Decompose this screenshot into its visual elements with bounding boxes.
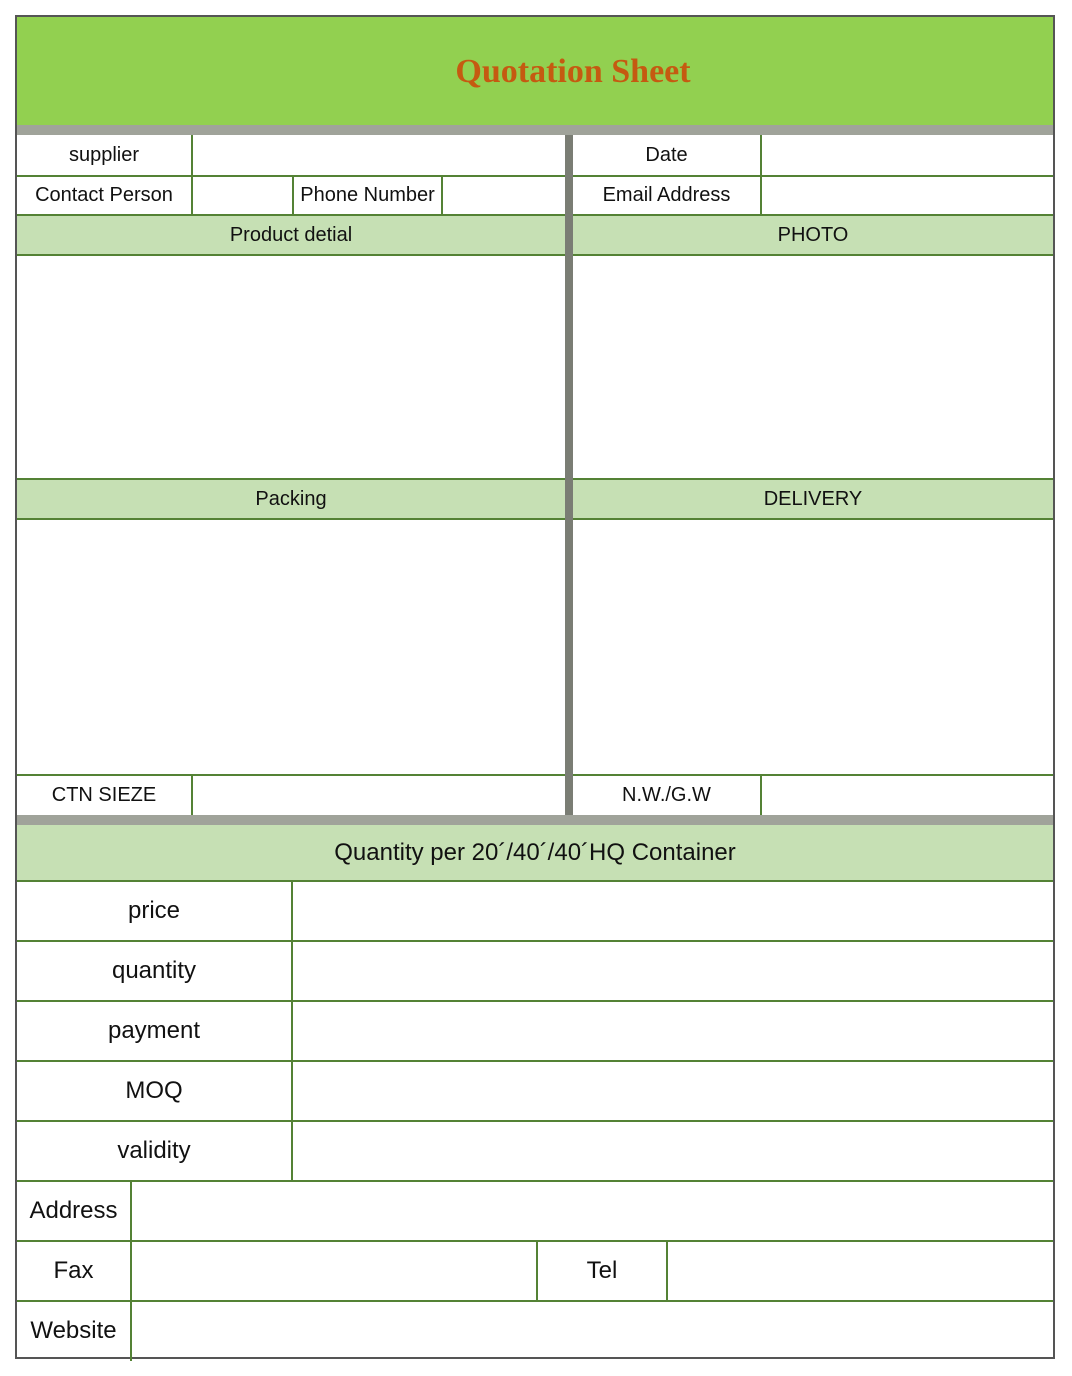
validity-field[interactable] [293, 1121, 1053, 1181]
packing-header: Packing [255, 487, 327, 510]
quotation-sheet [15, 15, 1055, 1359]
contact-person-label: Contact Person [35, 183, 173, 206]
phone-number-label: Phone Number [300, 183, 435, 206]
photo-area[interactable] [573, 256, 1053, 478]
page-title: Quotation Sheet [455, 53, 691, 90]
address-field[interactable] [132, 1181, 1053, 1241]
payment-label: payment [107, 1017, 201, 1044]
date-field[interactable] [762, 135, 1053, 175]
ctn-size-label: CTN SIEZE [51, 783, 157, 806]
middle-separator [17, 815, 1053, 825]
email-address-field[interactable] [762, 175, 1053, 215]
price-field[interactable] [293, 881, 1053, 941]
website-field[interactable] [132, 1301, 1053, 1359]
supplier-label: supplier [68, 143, 140, 166]
fax-label: Fax [53, 1257, 94, 1284]
tel-field[interactable] [668, 1241, 1053, 1301]
packing-area[interactable] [17, 520, 565, 774]
supplier-field[interactable] [193, 135, 565, 175]
weight-label: N.W./G.W [622, 783, 711, 806]
photo-header: PHOTO [777, 223, 849, 246]
product-detail-header: Product detial [229, 223, 353, 246]
tel-label: Tel [586, 1257, 618, 1284]
delivery-header: DELIVERY [763, 487, 863, 510]
validity-label: validity [117, 1137, 191, 1164]
moq-field[interactable] [293, 1061, 1053, 1121]
weight-field[interactable] [762, 775, 1053, 815]
quantity-label: quantity [111, 957, 197, 984]
product-detail-area[interactable] [17, 256, 565, 478]
column-divider [565, 135, 573, 815]
email-address-label: Email Address [602, 183, 731, 206]
delivery-area[interactable] [573, 520, 1053, 774]
moq-label: MOQ [125, 1077, 183, 1104]
address-label: Address [29, 1197, 118, 1224]
website-label: Website [30, 1317, 117, 1344]
title-separator [17, 125, 1053, 135]
contact-person-field[interactable] [193, 175, 292, 215]
price-label: price [127, 897, 181, 924]
fax-field[interactable] [132, 1241, 536, 1301]
ctn-size-field[interactable] [193, 775, 565, 815]
date-label: Date [645, 143, 688, 166]
quantity-field[interactable] [293, 941, 1053, 1001]
phone-number-field[interactable] [443, 175, 565, 215]
payment-field[interactable] [293, 1001, 1053, 1061]
container-header: Quantity per 20´/40´/40´HQ Container [17, 825, 1053, 881]
